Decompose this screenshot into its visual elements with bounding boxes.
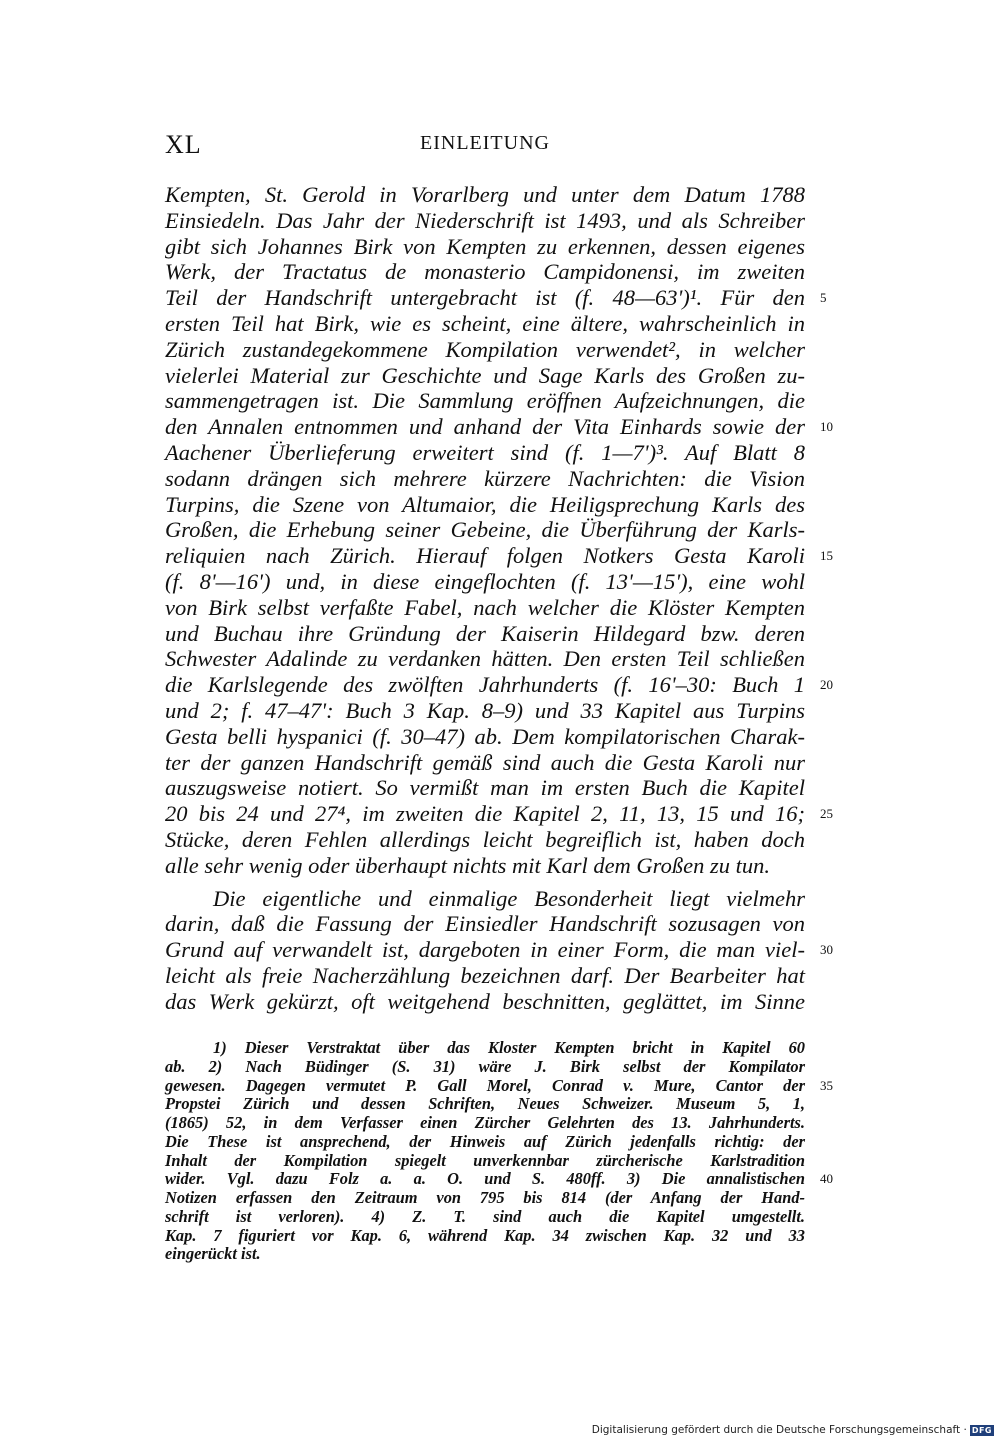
footnote-line: 1) Dieser Verstraktat über das Kloster Kempten bricht in Kapitel 60 xyxy=(213,1038,805,1057)
text-line: die Karlslegende des zwölften Jahrhunderts (f. 16'–30: Buch 1 20 xyxy=(165,672,833,698)
text-line: Aachener Überlieferung erweitert sind (f. 1—7')³. Auf Blatt 8 xyxy=(165,439,805,465)
text-line: das Werk gekürzt, oft weitgehend beschnitten, geglättet, im Sinne xyxy=(165,988,805,1014)
text-line: sodann drängen sich mehrere kürzere Nachrichten: die Vision xyxy=(165,465,805,491)
text-line: leicht als freie Nacherzählung bezeichnen darf. Der Bearbeiter hat xyxy=(165,962,805,988)
text-line: Die eigentliche und einmalige Besonderheit liegt vielmehr xyxy=(213,885,805,911)
footnote-line: (1865) 52, in dem Verfasser einen Zürcher Gelehrten des 13. Jahrhunderts. xyxy=(165,1113,805,1132)
text-line: Turpins, die Szene von Altumaior, die Heiligsprechung Karls des xyxy=(165,491,805,517)
text-line: Zürich zustandegekommene Kompilation verwendet², in welcher xyxy=(165,336,805,362)
footnote-line: gewesen. Dagegen vermutet P. Gall Morel, Conrad v. Mure, Cantor der 35 xyxy=(165,1075,833,1095)
dfg-logo: DFG xyxy=(971,1425,992,1435)
text-line: gibt sich Johannes Birk von Kempten zu erkennen, dessen eigenes xyxy=(165,233,805,259)
text-line: auszugsweise notiert. So vermißt man im ersten Buch die Kapitel xyxy=(165,775,805,801)
text-line: 20 bis 24 und 27⁴, im zweiten die Kapitel 2, 11, 13, 15 und 16; 25 xyxy=(165,801,833,827)
text-line: Einsiedeln. Das Jahr der Niederschrift ist 1493, und als Schreiber xyxy=(165,207,805,233)
credit-text: Digitalisierung gefördert durch die Deutsche Forschungsgemeinschaft · xyxy=(591,1424,967,1436)
footnote-line: Notizen erfassen den Zeitraum von 795 bis 814 (der Anfang der Hand- xyxy=(165,1188,805,1207)
line-number: 15 xyxy=(820,548,833,564)
text-line: und 2; f. 47–47': Buch 3 Kap. 8–9) und 33 Kapitel aus Turpins xyxy=(165,697,805,723)
footnotes xyxy=(165,1038,833,1264)
footnote-line: Die These ist ansprechend, der Hinweis auf Zürich jedenfalls richtig: der xyxy=(165,1131,805,1151)
line-number: 40 xyxy=(820,1171,833,1187)
line-number: 30 xyxy=(820,942,833,958)
text-line: (f. 8'—16') und, in diese eingeflochten (f. 13'—15'), eine wohl xyxy=(165,568,805,594)
footnote-line: Propstei Zürich und dessen Schriften, Neues Schweizer. Museum 5, 1, xyxy=(165,1094,805,1114)
text-line: reliquien nach Zürich. Hierauf folgen Notkers Gesta Karoli 15 xyxy=(165,543,833,569)
line-number: 25 xyxy=(820,806,833,822)
text-line: den Annalen entnommen und anhand der Vita Einhards sowie der 10 xyxy=(165,414,833,440)
main-text xyxy=(165,182,833,1015)
text-line: ter der ganzen Handschrift gemäß sind auch die Gesta Karoli nur xyxy=(165,749,805,775)
text-line: und Buchau ihre Gründung der Kaiserin Hildegard bzw. deren xyxy=(165,620,805,646)
text-line: Gesta belli hyspanici (f. 30–47) ab. Dem kompilatorischen Charak- xyxy=(165,723,805,749)
footnote-line: ab. 2) Nach Büdinger (S. 31) wäre J. Birk selbst der Kompilator xyxy=(165,1056,805,1076)
text-line: vielerlei Material zur Geschichte und Sage Karls des Großen zu- xyxy=(165,362,805,388)
text-line: sammengetragen ist. Die Sammlung eröffnen Aufzeichnungen, die xyxy=(165,388,805,414)
footnote-line: eingerückt ist. xyxy=(165,1244,261,1264)
text-line: alle sehr wenig oder überhaupt nichts mit Karl dem Großen zu tun. xyxy=(165,852,770,878)
text-line: Kempten, St. Gerold in Vorarlberg und unter dem Datum 1788 xyxy=(165,182,805,207)
text-line: Grund auf verwandelt ist, dargeboten in einer Form, die man viel- 30 xyxy=(165,937,833,963)
line-number: 20 xyxy=(820,677,833,693)
line-number: 10 xyxy=(820,419,833,435)
running-title: EINLEITUNG xyxy=(420,132,550,154)
footnote-line: Kap. 7 figuriert vor Kap. 6, während Kap. 34 zwischen Kap. 32 und 33 xyxy=(165,1225,805,1245)
footnote-line: Inhalt der Kompilation spiegelt unverkennbar zürcherische Karlstradition xyxy=(165,1150,805,1170)
text-line: darin, daß die Fassung der Einsiedler Handschrift sozusagen von xyxy=(165,911,805,937)
text-line: Stücke, deren Fehlen allerdings leicht begreiflich ist, haben doch xyxy=(165,826,805,852)
page-header xyxy=(165,130,805,166)
text-line: Großen, die Erhebung seiner Gebeine, die Überführung der Karls- xyxy=(165,517,805,543)
footnote-line: wider. Vgl. dazu Folz a. a. O. und S. 480ff. 3) Die annalistischen 40 xyxy=(165,1169,833,1189)
text-line: von Birk selbst verfaßte Fabel, nach welcher die Klöster Kempten xyxy=(165,594,805,620)
text-line: Werk, der Tractatus de monasterio Campidonensi, im zweiten xyxy=(165,259,805,285)
text-line: ersten Teil hat Birk, wie es scheint, eine ältere, wahrscheinlich in xyxy=(165,310,805,336)
text-line: Teil der Handschrift untergebracht ist (f. 48—63')¹. Für den 5 xyxy=(165,285,827,311)
text-line: Schwester Adalinde zu verdanken hätten. Den ersten Teil schließen xyxy=(165,646,805,672)
digitization-credit xyxy=(592,1424,994,1436)
footnote-line: schrift ist verloren). 4) Z. T. sind auch die Kapitel umgestellt. xyxy=(165,1206,805,1226)
page-number: XL xyxy=(165,130,202,159)
line-number: 5 xyxy=(820,290,827,306)
line-number: 35 xyxy=(820,1077,833,1093)
